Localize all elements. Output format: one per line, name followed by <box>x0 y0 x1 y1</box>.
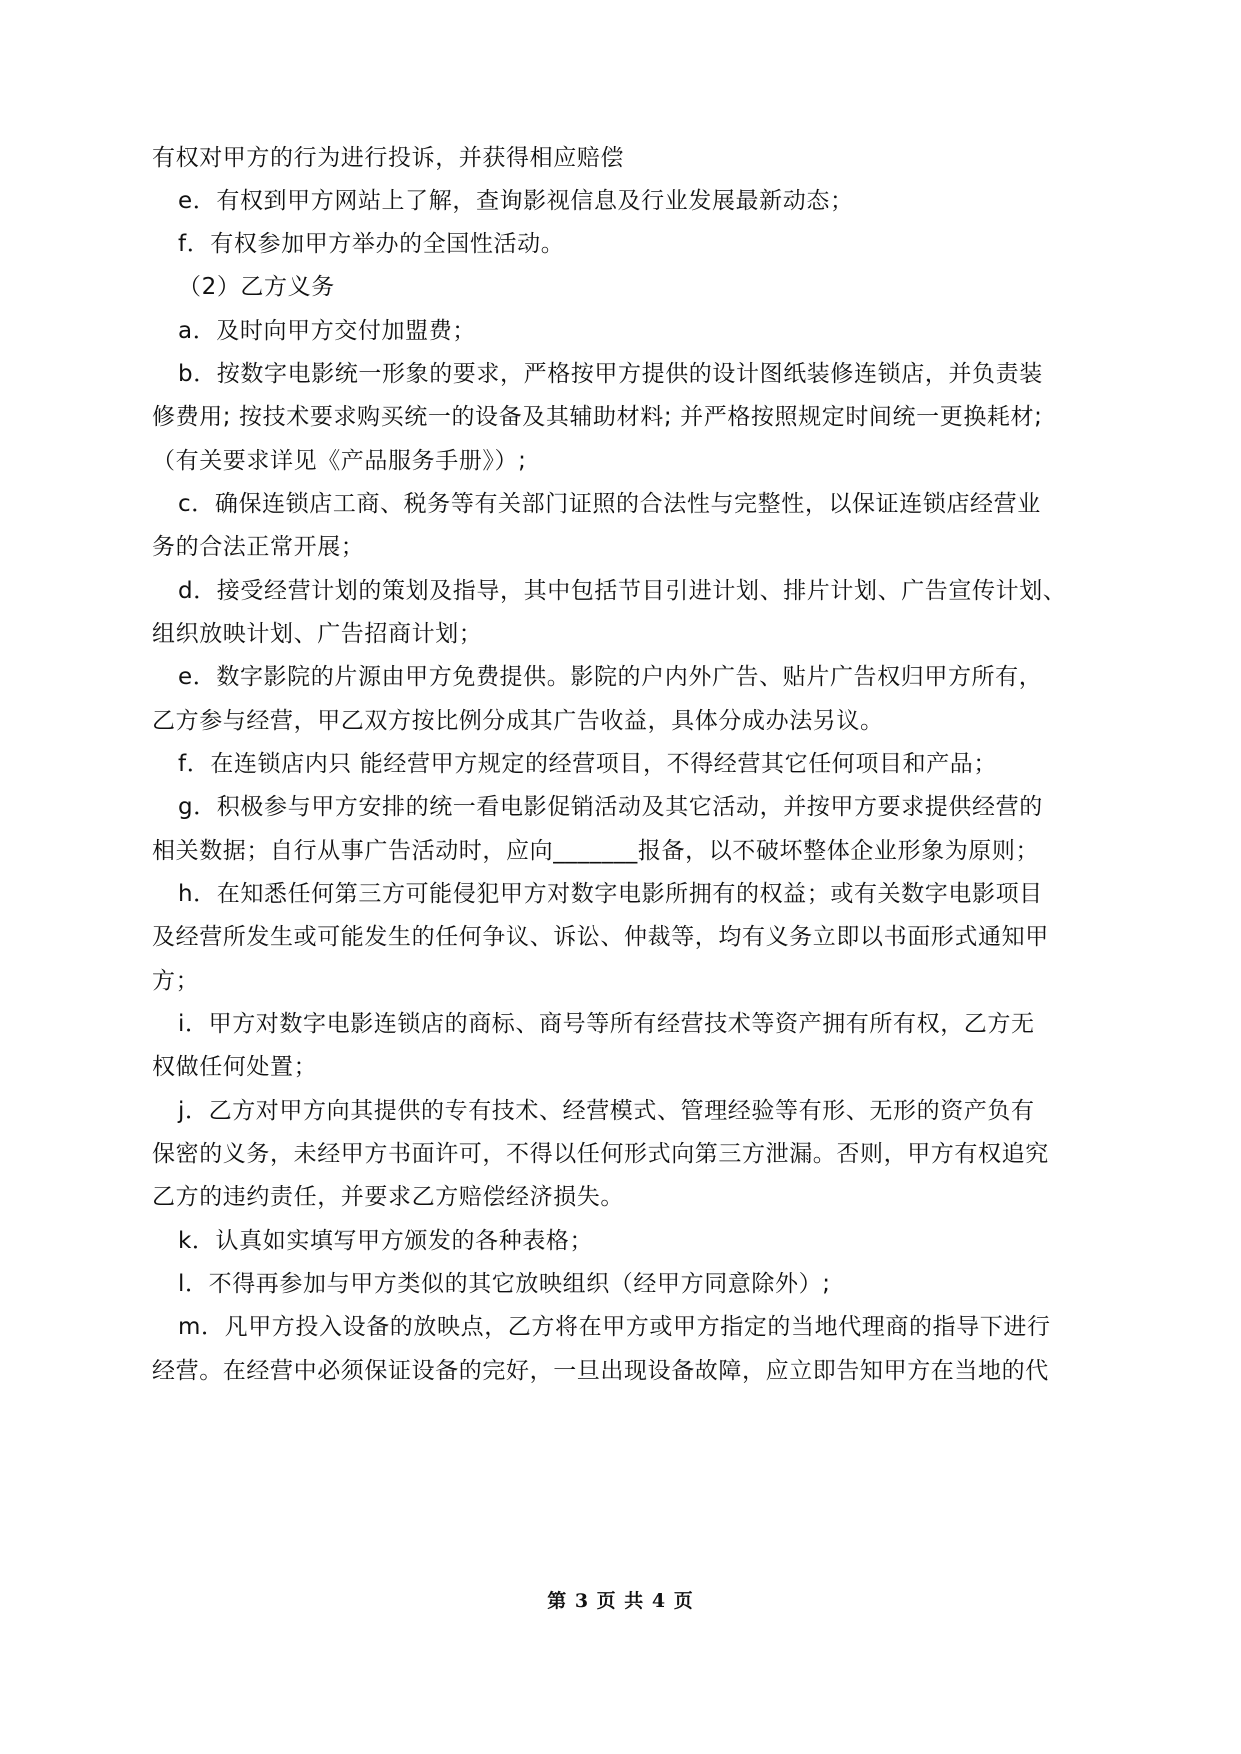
text-line: 乙方的违约责任，并要求乙方赔偿经济损失。 <box>152 1184 624 1210</box>
document-page <box>152 0 1092 1754</box>
text-line: d．接受经营计划的策划及指导，其中包括节目引进计划、排片计划、广告宣传计划、 <box>178 578 1067 604</box>
text-line: 组织放映计划、广告招商计划； <box>152 621 483 647</box>
text-line: 相关数据；自行从事广告活动时，应向_______报备，以不破坏整体企业形象为原则； <box>152 838 1040 864</box>
text-line: e．数字影院的片源由甲方免费提供。影院的户内外广告、贴片广告权归甲方所有， <box>178 664 1043 690</box>
text-line: 保密的义务，未经甲方书面许可，不得以任何形式向第三方泄漏。否则，甲方有权追究 <box>152 1141 1049 1167</box>
text-line: e．有权到甲方网站上了解，查询影视信息及行业发展最新动态； <box>178 188 854 214</box>
text-line: 有权对甲方的行为进行投诉，并获得相应赔偿 <box>152 145 624 171</box>
text-line: k．认真如实填写甲方颁发的各种表格； <box>178 1228 594 1254</box>
text-line: 乙方参与经营，甲乙双方按比例分成其广告收益，具体分成办法另议。 <box>152 708 884 734</box>
text-line: g．积极参与甲方安排的统一看电影促销活动及其它活动，并按甲方要求提供经营的 <box>178 794 1043 820</box>
text-line: 修费用; 按技术要求购买统一的设备及其辅助材料; 并严格按照规定时间统一更换耗材; <box>152 404 1043 430</box>
text-line: m．凡甲方投入设备的放映点，乙方将在甲方或甲方指定的当地代理商的指导下进行 <box>178 1314 1051 1340</box>
text-line: f．在连锁店内只 能经营甲方规定的经营项目，不得经营其它任何项目和产品； <box>178 751 998 777</box>
text-line: 及经营所发生或可能发生的任何争议、诉讼、仲裁等，均有义务立即以书面形式通知甲 <box>152 924 1049 950</box>
text-line: l．不得再参加与甲方类似的其它放映组织（经甲方同意除外）; <box>178 1271 831 1297</box>
text-line: c．确保连锁店工商、税务等有关部门证照的合法性与完整性，以保证连锁店经营业 <box>178 491 1041 517</box>
text-line: i．甲方对数字电影连锁店的商标、商号等所有经营技术等资产拥有所有权，乙方无 <box>178 1011 1035 1037</box>
text-line: 权做任何处置； <box>152 1054 318 1080</box>
text-line: （有关要求详见《产品服务手册》）; <box>152 448 527 474</box>
text-line: j．乙方对甲方向其提供的专有技术、经营模式、管理经验等有形、无形的资产负有 <box>178 1098 1035 1124</box>
text-line: 务的合法正常开展； <box>152 534 365 560</box>
page-number-footer: 第 3 页 共 4 页 <box>547 1590 694 1612</box>
text-line: f．有权参加甲方举办的全国性活动。 <box>178 231 565 257</box>
text-line: h．在知悉任何第三方可能侵犯甲方对数字电影所拥有的权益；或有关数字电影项目 <box>178 881 1043 907</box>
text-line: 方； <box>152 968 200 994</box>
text-line: a．及时向甲方交付加盟费； <box>178 318 476 344</box>
section-heading: （2）乙方义务 <box>178 274 335 300</box>
text-line: b．按数字电影统一形象的要求，严格按甲方提供的设计图纸装修连锁店，并负责装 <box>178 361 1043 387</box>
text-line: 经营。在经营中必须保证设备的完好，一旦出现设备故障，应立即告知甲方在当地的代 <box>152 1358 1049 1384</box>
